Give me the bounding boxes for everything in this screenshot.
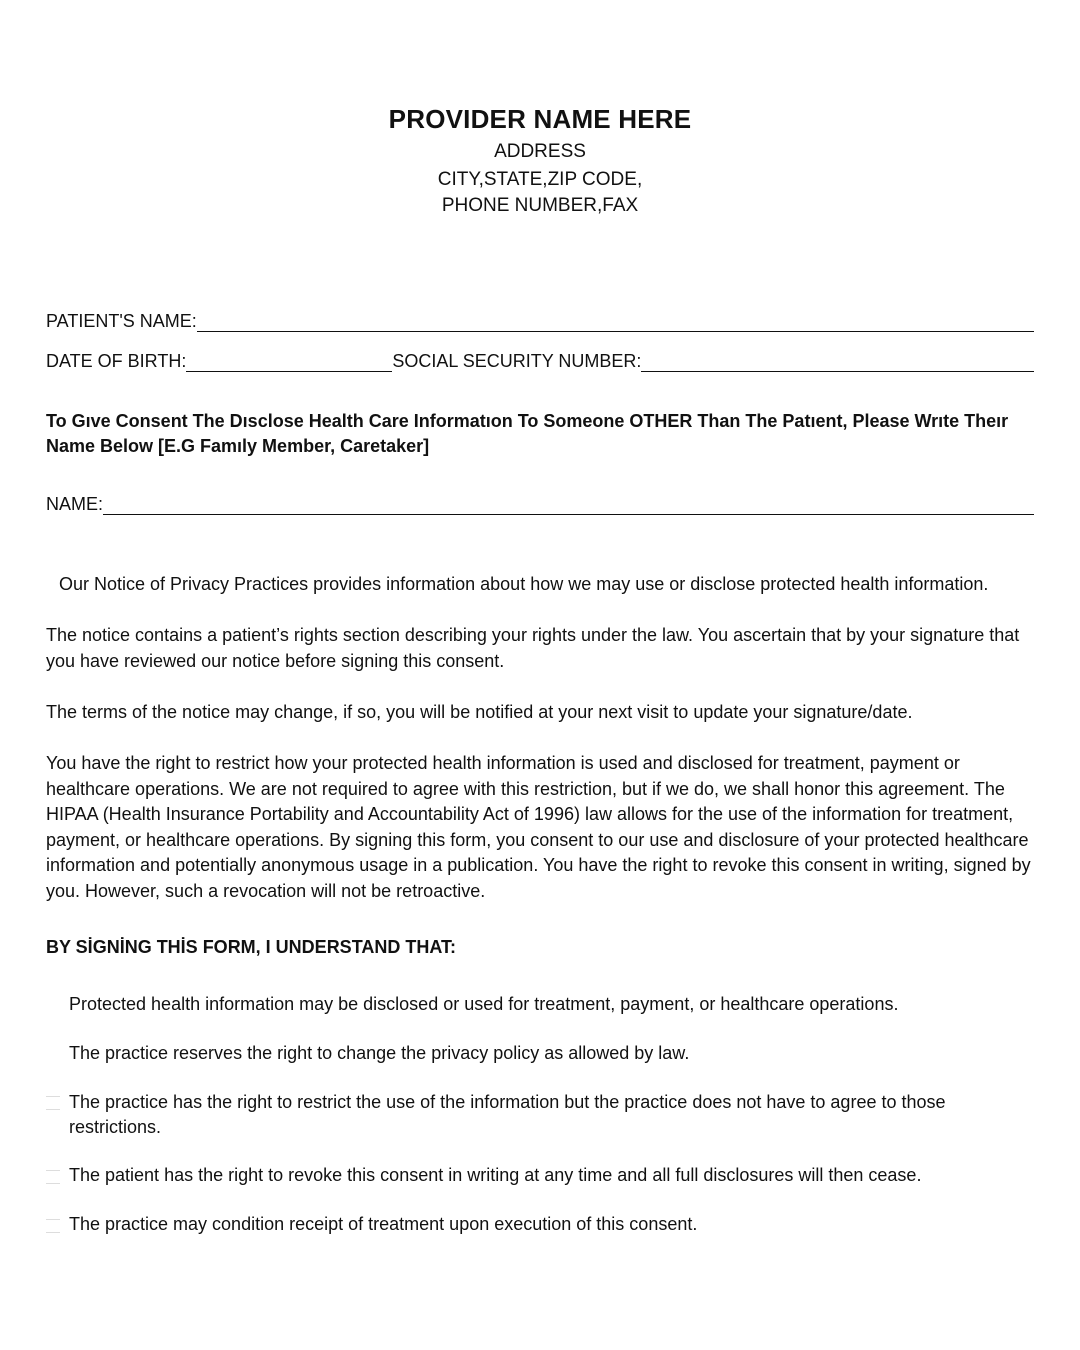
restriction-rights-paragraph: You have the right to restrict how your protected health information is used and disclosed for treatment, payment or healthcare operations. We are not required to agree with this restriction, but if we do, we shall honor this agreement. The HIPAA (Health Insurance Portability and Accountability Act of 1996) law allows for the use of the information for treatment, payment, or healthcare operations. By signing this form, you consent to our use and disclosure of your protected healthcare information and potentially anonymous usage in a publication. You have the right to revoke this consent in writing, signed by you. However, such a revocation will not be retroactive. bbox=[46, 753, 1031, 901]
dob-ssn-row bbox=[46, 350, 1034, 372]
patient-rights-paragraph: The notice contains a patient’s rights section describing your rights under the law. You ascertain that by your signature that you have reviewed our notice before signing this consent. bbox=[46, 625, 1020, 671]
list-item: Protected health information may be disclosed or used for treatment, payment, or healthcare operations. bbox=[69, 994, 899, 1014]
ssn-field[interactable] bbox=[641, 355, 1034, 372]
consent-name-label: NAME: bbox=[46, 494, 104, 514]
consent-name-field[interactable] bbox=[103, 498, 1034, 515]
dob-field[interactable] bbox=[186, 355, 392, 372]
list-item: The practice may condition receipt of treatment upon execution of this consent. bbox=[69, 1214, 698, 1234]
checkbox[interactable] bbox=[46, 1219, 60, 1233]
provider-city-state-zip: CITY,STATE,ZIP CODE, bbox=[437, 169, 643, 190]
checkbox[interactable] bbox=[46, 1096, 60, 1110]
patient-name-row bbox=[46, 310, 1034, 332]
consent-instruction: To Gıve Consent The Dısclose Health Care Informatıon To Someone OTHER Than The Patıent, Please Wrıte Theır Name Below [E.G Famıly Member, Caretaker] bbox=[46, 411, 1009, 456]
patient-name-label: PATIENT'S NAME: bbox=[46, 311, 197, 331]
privacy-notice-paragraph: Our Notice of Privacy Practices provides information about how we may use or disclose protected health information. bbox=[59, 574, 989, 594]
provider-phone-fax: PHONE NUMBER,FAX bbox=[441, 195, 639, 216]
patient-name-field[interactable] bbox=[197, 315, 1034, 332]
consent-name-row bbox=[46, 493, 1034, 515]
checkbox[interactable] bbox=[46, 1170, 60, 1184]
provider-address: ADDRESS bbox=[494, 141, 586, 162]
list-item: The practice has the right to restrict the use of the information but the practice does not have to agree to those restrictions. bbox=[69, 1092, 946, 1137]
dob-label: DATE OF BIRTH: bbox=[46, 351, 187, 371]
understand-heading: BY SİGNİNG THİS FORM, I UNDERSTAND THAT: bbox=[46, 937, 457, 957]
list-item: The patient has the right to revoke this consent in writing at any time and all full disclosures will then cease. bbox=[69, 1165, 922, 1185]
list-item: The practice reserves the right to change the privacy policy as allowed by law. bbox=[69, 1043, 690, 1063]
ssn-label: SOCIAL SECURITY NUMBER: bbox=[392, 351, 642, 371]
provider-name: PROVIDER NAME HERE bbox=[388, 104, 692, 134]
notice-terms-paragraph: The terms of the notice may change, if so, you will be notified at your next visit to update your signature/date. bbox=[46, 702, 913, 722]
